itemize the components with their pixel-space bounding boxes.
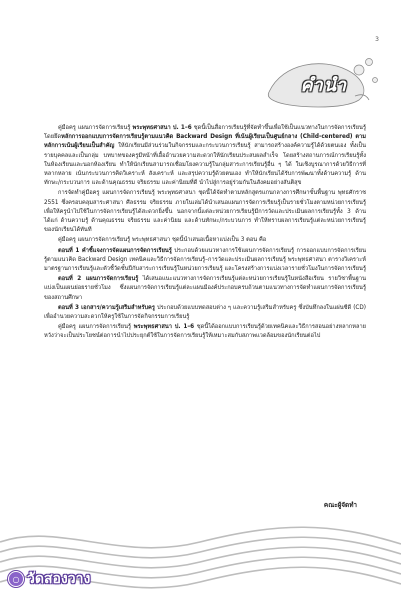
text-run: คู่มือครู แผนการจัดการเรียนรู้ [58,125,133,131]
text-run: ชุดนี้เป็นสื่อการเรียนรู้ที่จัดทำขึ้นเพื่อใช้เป็นแนวทางในการจัดการเรียนรู้โดยยึด [44,125,366,141]
text-run: คู่มือครู แผนการจัดการเรียนรู้ [58,324,134,331]
paragraph [44,275,366,303]
text-run: ชุดนี้ได้ออกแบบการเรียนรู้ด้วยเทคนิคและวิธีการสอนอย่างหลากหลาย หวังว่าจะเป็นประโยชน์ต่อการนำไปประยุกต์ใช้ในการจัดการเรียนรู้ให้เหมาะสมกับสภาพแวดล้อมของนักเรียนต่อไป [44,324,367,340]
body-text [44,124,366,343]
text-run: ได้เสนอแนะแนวทางการจัดการเรียนรู้แต่ละหน่วยการเรียนรู้ในหนังสือเรียน รายวิชาพื้นฐาน แบ่งเป็นแผนย่อยรายชั่วโมง ซึ่งแผนการจัดการเรียนรู้แต่ละแผนมีองค์ประกอบครบถ้วนตามแนวทางการจัดทำแผนการจัดการเรียนรู้ของสถานศึกษา [44,276,366,301]
text-run: คู่มือครู แผนการจัดการเรียนรู้ พระพุทธศาสนา ชุดนี้นำเสนอเนื้อหาแบ่งเป็น 3 ตอน คือ [58,237,267,244]
bold-text: พระพุทธศาสนา ป. 1–6 [132,125,192,131]
intro-title: คำนำ [300,75,347,96]
page-number: 3 [375,36,379,43]
text-run: ประกอบด้วยแบบทดสอบต่าง ๆ และความรู้เสริมสำหรับครู ซึ่งบันทึกลงในแผ่นซีดี (CD) เพื่ออำนวยความสะดวกให้ครูใช้ในการจัดกิจกรรมการเรียนรู้ [44,304,366,321]
bold-text: พระพุทธศาสนา ป. 1–6 [133,324,195,331]
bold-text: ตอนที่ 1 คำชี้แจงการจัดแผนการจัดการเรียนรู้ [58,247,172,254]
paragraph [44,236,366,245]
bold-text: หลักการออกแบบการจัดการเรียนรู้ตามแนวคิด Backward Design ที่เน้นผู้เรียนเป็นศูนย์กลาง (Child-centered) ตามหลักการเน้นผู้เรียนเป็นสำคัญ [44,134,366,150]
watermark-logo [8,568,90,590]
bold-text: ตอนที่ 2 แผนการจัดการเรียนรู้ [58,276,139,283]
bold-text: ตอนที่ 3 เอกสาร/ความรู้เสริมสำหรับครู [58,304,155,311]
text-run: ประกอบด้วยแนวทางการใช้แผนการจัดการเรียนรู้ การออกแบบการจัดการเรียนรู้ตามแนวคิด Backward Design เทคนิคและวิธีการจัดการเรียนรู้–การวัดและประเมินผลการเรียนรู้ พระพุทธศาสนา ตารางวิเคราะห์มาตรฐานการเรียนรู้และตัวชี้วัดชั้นปีกับสาระการเรียนรู้ในหน่วยการเรียนรู้ และโครงสร้างการแบ่งเวลารายชั่วโมงในการจัดการเรียนรู้ [44,247,366,273]
text-run: การจัดทำคู่มือครู แผนการจัดการเรียนรู้ พระพุทธศาสนา ชุดนี้ได้จัดทำตามหลักสูตรแกนกลางการศึกษาขั้นพื้นฐาน พุทธศักราช 2551 ซึ่งครอบคลุมสาระศาสนา ศีลธรรม จริยธรรม ภายในเล่มได้นำเสนอแผนการจัดการเรียนรู้เป็นรายชั่วโมงตามหน่วยการเรียนรู้ เพื่อให้ครูนำไปใช้ในการจัดการเรียนรู้ได้สะดวกยิ่งขึ้น นอกจากนี้แต่ละหน่วยการเรียนรู้มีการวัดและประเมินผลการเรียนรู้ทั้ง 3 ด้าน ได้แก่ ด้านความรู้ ด้านคุณธรรม จริยธรรม และค่านิยม และด้านทักษะ/กระบวนการ ทำให้ทราบผลการเรียนรู้แต่ละหน่วยการเรียนรู้ของนักเรียนได้ทันที [44,190,366,234]
paragraph [44,323,366,341]
text-run: ให้นักเรียนมีส่วนร่วมในกิจกรรมและกระบวนการเรียนรู้ สามารถสร้างองค์ความรู้ได้ด้วยตนเอง ทั้งเป็นรายบุคคลและเป็นกลุ่ม บทบาทของครูมีหน้าที่เอื้ออำนวยความสะดวกให้นักเรียนประสบผลสำเร็จ โดยสร้างสถานการณ์การเรียนรู้ทั้งในห้องเรียนและนอกห้องเรียน ทำให้นักเรียนสามารถเชื่อมโยงความรู้ในกลุ่มสาระการเรียนรู้อื่น ๆ ได้ ในเชิงบูรณาการด้วยวิธีการที่หลากหลาย เน้นกระบวนการคิดวิเคราะห์ สังเคราะห์ และสรุปความรู้ด้วยตนเอง ทำให้นักเรียนได้รับการพัฒนาทั้งด้านความรู้ ด้านทักษะ/กระบวนการ และด้านคุณธรรม จริยธรรม และค่านิยมที่ดี นำไปสู่การอยู่ร่วมกันในสังคมอย่างสันติสุข [44,143,366,187]
signature: คณะผู้จัดทำ [323,501,357,509]
paragraph [44,124,366,188]
paragraph [44,304,366,322]
paragraph [44,189,366,235]
logo-text: วัดสองวาง [27,571,91,587]
paragraph [44,247,366,275]
logo-icon: ○ [8,571,24,587]
